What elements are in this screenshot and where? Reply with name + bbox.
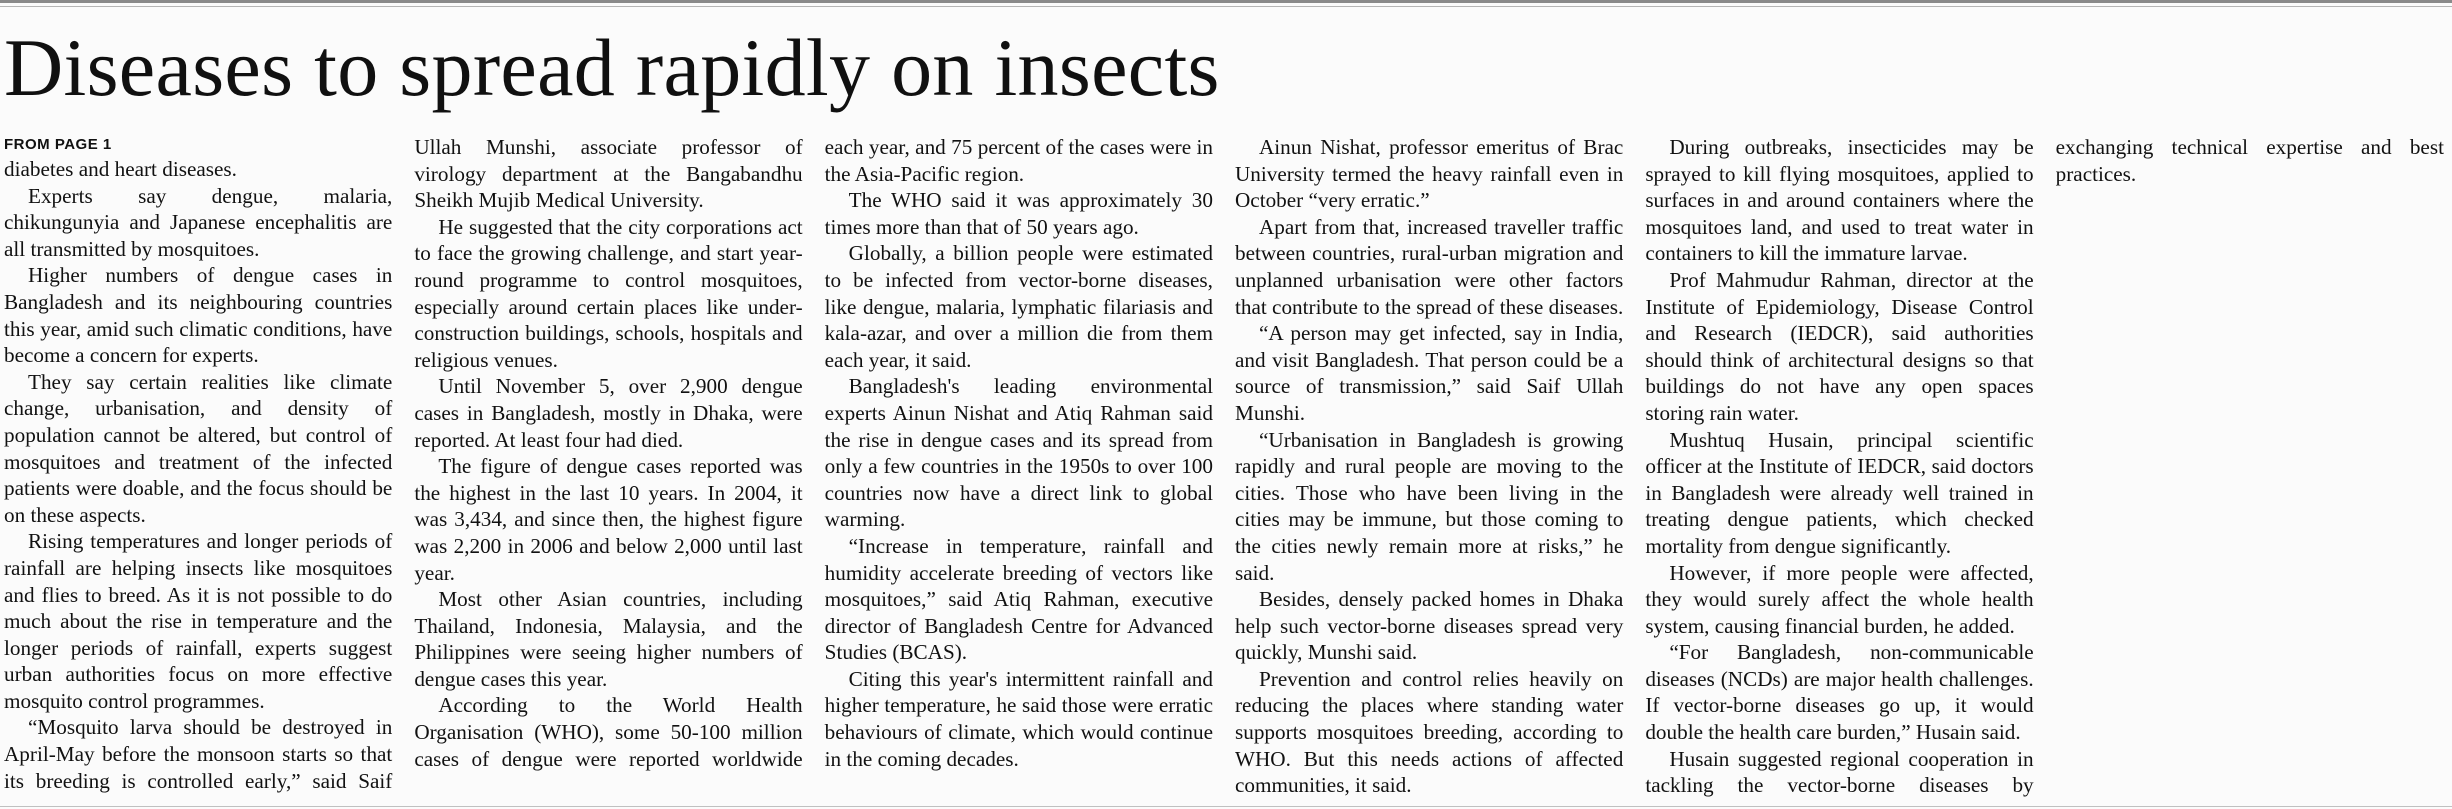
paragraph: Mushtuq Husain, principal scientific officer at the Institute of IEDCR, said doctors in Bangladesh were already well trained in treating dengue patients, which checked mortality from dengue significantly. — [1645, 427, 2034, 558]
paragraph: Citing this year's intermittent rainfall and higher temperature, he said those were erratic behaviours of climate, which would continue in the coming decades. — [824, 666, 1213, 771]
paragraph: Ainun Nishat, professor emeritus of Brac University termed the heavy rainfall even in October “very erratic.” — [1234, 135, 1624, 213]
paragraph: Prof Mahmudur Rahman, director at the Institute of Epidemiology, Disease Control and Research (IEDCR), said authorities should think of architectural designs so that buildings do not have any open spaces storing rain water. — [1645, 267, 2034, 425]
paragraph: Globally, a billion people were estimated to be infected from vector-borne diseases, like dengue, malaria, lymphatic filariasis and kala-azar, and over a million die from them each year, it said. — [824, 241, 1213, 372]
top-rule-thin — [0, 6, 2452, 7]
paragraph: “Increase in temperature, rainfall and humidity accelerate breeding of vectors like mosquitoes,” said Atiq Rahman, executive director of Bangladesh Centre for Advanced Studies (BCAS). — [824, 533, 1213, 665]
paragraph: They say certain realities like climate change, urbanisation, and density of population cannot be altered, but control of mosquitoes and treatment of the infected patients were doable, and the focus should be on these aspects. — [4, 369, 393, 527]
paragraph: Besides, densely packed homes in Dhaka help such vector-borne diseases spread very quickly, Munshi said. — [1234, 587, 1624, 665]
paragraph: Bangladesh's leading environmental experts Ainun Nishat and Atiq Rahman said the rise in dengue cases and its spread from only a few countries in the 1950s to over 100 countries now have a direct link to global warming. — [824, 374, 1213, 532]
paragraph: Apart from that, increased traveller traffic between countries, rural-urban migration and unplanned urbanisation were other factors that contribute to the spread of these diseases. — [1234, 214, 1624, 319]
paragraph: Higher numbers of dengue cases in Bangladesh and its neighbouring countries this year, amid such climatic conditions, have become a concern for experts. — [4, 263, 393, 368]
paragraph: However, if more people were affected, they would surely affect the whole health system, causing financial burden, he added. — [1645, 560, 2034, 638]
paragraph: According to the World Health Organisation (WHO), some 50-100 million cases of dengue were reported worldwide each year, and 75 percent of the cases were in the Asia-Pacific region. — [414, 135, 1213, 771]
paragraph: “For Bangladesh, non-communicable diseases (NCDs) are major health challenges. If vector-borne diseases go up, it would double the health care burden,” Husain said. — [1645, 640, 2034, 745]
paragraph: Until November 5, over 2,900 dengue cases in Bangladesh, mostly in Dhaka, were reported. At least four had died. — [414, 374, 803, 452]
headline: Diseases to spread rapidly on insects — [4, 22, 1220, 113]
paragraph: Rising temperatures and longer periods of rainfall are helping insects like mosquitoes and flies to breed. As it is not possible to do much about the rise in temperature and the longer periods of rainfall, experts suggest urban authorities focus on more effective mosquito control programmes. — [4, 529, 393, 713]
continued-from-kicker: FROM PAGE 1 — [4, 136, 112, 153]
paragraph: During outbreaks, insecticides may be sprayed to kill flying mosquitoes, applied to surfaces in and around containers where the mosquitoes land, and used to treat water in containers to kill the immature larvae. — [1645, 135, 2034, 266]
paragraph: “A person may get infected, say in India, and visit Bangladesh. That person could be a source of transmission,” said Saif Ullah Munshi. — [1234, 321, 1624, 425]
paragraph: Experts say dengue, malaria, chikungunyia and Japanese encephalitis are all transmitted by mosquitoes. — [4, 183, 393, 261]
article-body — [4, 134, 2444, 802]
top-rule — [0, 0, 2452, 3]
paragraph: Most other Asian countries, including Thailand, Indonesia, Malaysia, and the Philippines were seeing higher numbers of dengue cases this year. — [414, 587, 803, 691]
paragraph: diabetes and heart diseases. — [4, 157, 237, 181]
paragraph: He suggested that the city corporations act to face the growing challenge, and start year-round programme to control mosquitoes, especially around certain places like under-construction buildings, schools, hospitals and religious venues. — [414, 214, 803, 372]
paragraph: Husain suggested regional cooperation in tackling the vector-borne diseases by exchanging technical expertise and best practices. — [1645, 135, 2444, 798]
paragraph: “Urbanisation in Bangladesh is growing rapidly and rural people are moving to the cities. Those who have been living in the cities may be immune, but those coming to the cities newly remain more at risks,” he said. — [1234, 427, 1624, 585]
paragraph: The WHO said it was approximately 30 times more than that of 50 years ago. — [824, 188, 1213, 239]
paragraph: The figure of dengue cases reported was the highest in the last 10 years. In 2004, it was 3,434, and since then, the highest figure was 2,200 in 2006 and below 2,000 until last year. — [414, 454, 803, 585]
paragraph: Prevention and control relies heavily on reducing the places where standing water supports mosquitoes breeding, according to WHO. But this needs actions of affected communities, it said. — [1234, 666, 1624, 798]
bottom-rule — [0, 806, 2452, 807]
paragraph: “Mosquito larva should be destroyed in April-May before the monsoon starts so that its breeding is controlled early,” said Saif Ullah Munshi, associate professor of virology department at the Bangabandhu Sheikh Mujib Medical University. — [4, 135, 803, 793]
